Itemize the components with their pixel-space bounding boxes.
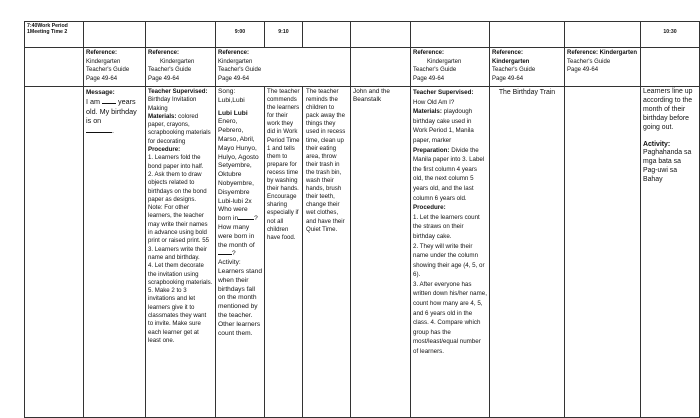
cleanup-text: The teacher reminds the children to pack away the things they used in recess time, clean up their eating area, throw their trash in the trash bin, wash their hands, brush their teeth, change their wet clothes, and have their Quiet Time. [306,88,346,233]
commend-text: The teacher commends the learners for their work they did in Work Period Time 1 and tells them to prepare for recess time by washing their hands. Encourage sharing especially if not all children have food. [267,88,300,241]
question-blank [238,219,254,220]
header-empty-cell [84,22,146,48]
materials-text: playdough birthday cake used in Work Period 1, Manila paper, marker [413,108,474,144]
meeting-time-label: 1Meeting Time 2 [27,29,68,35]
activity-name: Birthday Invitation Making [148,96,197,112]
cleanup-cell [303,87,351,418]
activity-title: Teacher Supervised: [413,89,474,96]
song-cell [216,87,265,418]
materials-label: Materials: [413,108,442,116]
procedure-step: 1. Let the learners count the straws on their birthday cake. [413,213,480,240]
header-empty-cell [146,22,216,48]
procedure-label: Procedure: [148,146,181,154]
reference-cell [565,48,641,87]
header-empty-cell [411,22,490,48]
question-blank [218,254,232,255]
header-row [25,22,700,48]
reference-empty-cell [25,48,84,87]
reference-line: Kindergarten [160,58,195,65]
time-cell-1030 [641,22,700,48]
time-cell-910 [265,22,303,48]
closing-text: Learners line up according to the month of their birthday before going out. [643,88,693,131]
reference-row [25,48,700,87]
body-empty-cell [565,87,641,418]
reference-title: Reference: [413,50,445,56]
commend-cell [265,87,303,418]
procedure-step: Note: For other learners, the teacher may write their names in advance using bold print or raised print. 55 [148,204,209,245]
reference-line: Page 49-64 [413,75,445,82]
reference-title: Reference: Kindergarten [567,50,638,56]
procedure-step: 4. Let them decorate the invitation using scrapbooking materials. [148,262,213,286]
game-cell [490,87,565,418]
reference-line: Page 49-64 [218,75,250,82]
reference-line: Teacher's Guide [492,67,536,74]
content-row [25,87,700,418]
reference-line: Kindergarten [86,58,121,65]
reference-line: Page 49-64 [492,75,524,82]
reference-line: Teacher's Guide [86,67,130,74]
message-text-before: I am [86,97,102,107]
lyrics-text: Enero, Pebrero, Marso, Abril, Mayo Hunyo, Hulyo, Agosto Setyembre, Oktubre Nobyembre, Disyembre Lubi-lubi 2x [218,118,259,205]
reference-cell [84,48,146,87]
question-end: ? [232,250,236,258]
activity-label: Activity: [218,259,241,267]
question-text: Who were born in [218,206,248,223]
body-empty-cell [25,87,84,418]
time-label: 9:00 [234,29,246,35]
materials-label: Materials: [148,112,177,120]
reference-line: Teacher's Guide [413,67,457,74]
procedure-step: 5. Make 2 to 3 invitations and let learners give it to classmates they want to invite. Make sure each learner get at least one. [148,287,207,344]
procedure-label: Procedure: [413,204,446,212]
header-empty-cell [490,22,565,48]
work-period-label: 7:40Work Period [27,23,68,29]
reference-cell [411,48,490,87]
lesson-plan-table [24,21,700,418]
activity-text: Learners stand when their birthdays fall on the month mentioned by the teacher. Other learners count them. [218,267,262,337]
story-text: John and the Beanstalk [353,88,390,104]
reference-cell [490,48,565,87]
header-empty-cell [565,22,641,48]
date-blank [86,132,112,133]
time-label: 9:10 [278,29,289,35]
materials-text: colored paper, crayons, scrapbooking materials for decorating [148,112,211,145]
song-title: Song: Lubi,Lubi [218,88,245,104]
period-cell [25,22,84,48]
closing-activity-label: Activity: [643,140,671,148]
reference-line: Kindergarten [218,58,253,65]
reference-line: Teacher's Guide [148,67,192,74]
reference-line: Page 49-64 [567,67,599,74]
reference-empty-cell [351,48,411,87]
procedure-step: 1. Learners fold the bond paper into half. [148,154,204,170]
reference-line: Teacher's Guide [218,67,262,74]
reference-cell [146,48,216,87]
reference-empty-cell [641,48,700,87]
story-cell [351,87,411,418]
teacher-supervised-cell-2 [411,87,490,418]
teacher-supervised-cell [146,87,216,418]
reference-title: Reference: [218,50,250,56]
procedure-step: 3. After everyone has written down his/her name, count how many are 4, 5, and 6 years old in the class. 4. Compare which group has the most/least/equal number of learners. [413,280,487,356]
question-text: ? How many were born in the month of [218,215,258,249]
header-empty-cell [303,22,351,48]
age-blank [102,103,116,104]
lyrics-title: Lubi Lubi [218,109,248,117]
procedure-step: 2. They will write their name under the column showing their age (4, 5, or 6). [413,242,485,279]
reference-cell [216,48,351,87]
message-title: Message: [86,89,115,96]
closing-cell [641,87,700,418]
reference-line: Teacher's Guide [567,58,611,65]
reference-title: Reference: Kindergarten [492,50,530,65]
time-label: 10:30 [663,29,677,35]
reference-line: Kindergarten [427,58,462,65]
activity-subtitle: How Old Am I? [413,98,455,106]
closing-activity-text: Paghahanda sa mga bata sa Pag-uwi sa Bahay [643,149,692,184]
preparation-text: Divide the Manila paper into 3. Label the first column 4 years old, the next column 5 years old, and the last column 6 years old. [413,146,485,202]
procedure-step: 2. Ask them to draw objects related to birthdays on the bond paper as designs. [148,170,207,203]
game-title: The Birthday Train [498,89,556,96]
header-empty-cell [351,22,411,48]
time-cell-900 [216,22,265,48]
procedure-step: 3. Learners write their name and birthday. [148,245,207,261]
message-text-mid: years old. My birthday is on [86,97,137,126]
reference-title: Reference: [86,50,118,56]
message-cell: Message: I am years old. My birthday is on . [84,87,146,418]
activity-title: Teacher Supervised: [148,88,208,95]
reference-line: Page 49-64 [148,75,180,82]
reference-line: Page 49-64 [86,75,118,82]
reference-title: Reference: [148,50,180,56]
preparation-label: Preparation: [413,146,450,154]
